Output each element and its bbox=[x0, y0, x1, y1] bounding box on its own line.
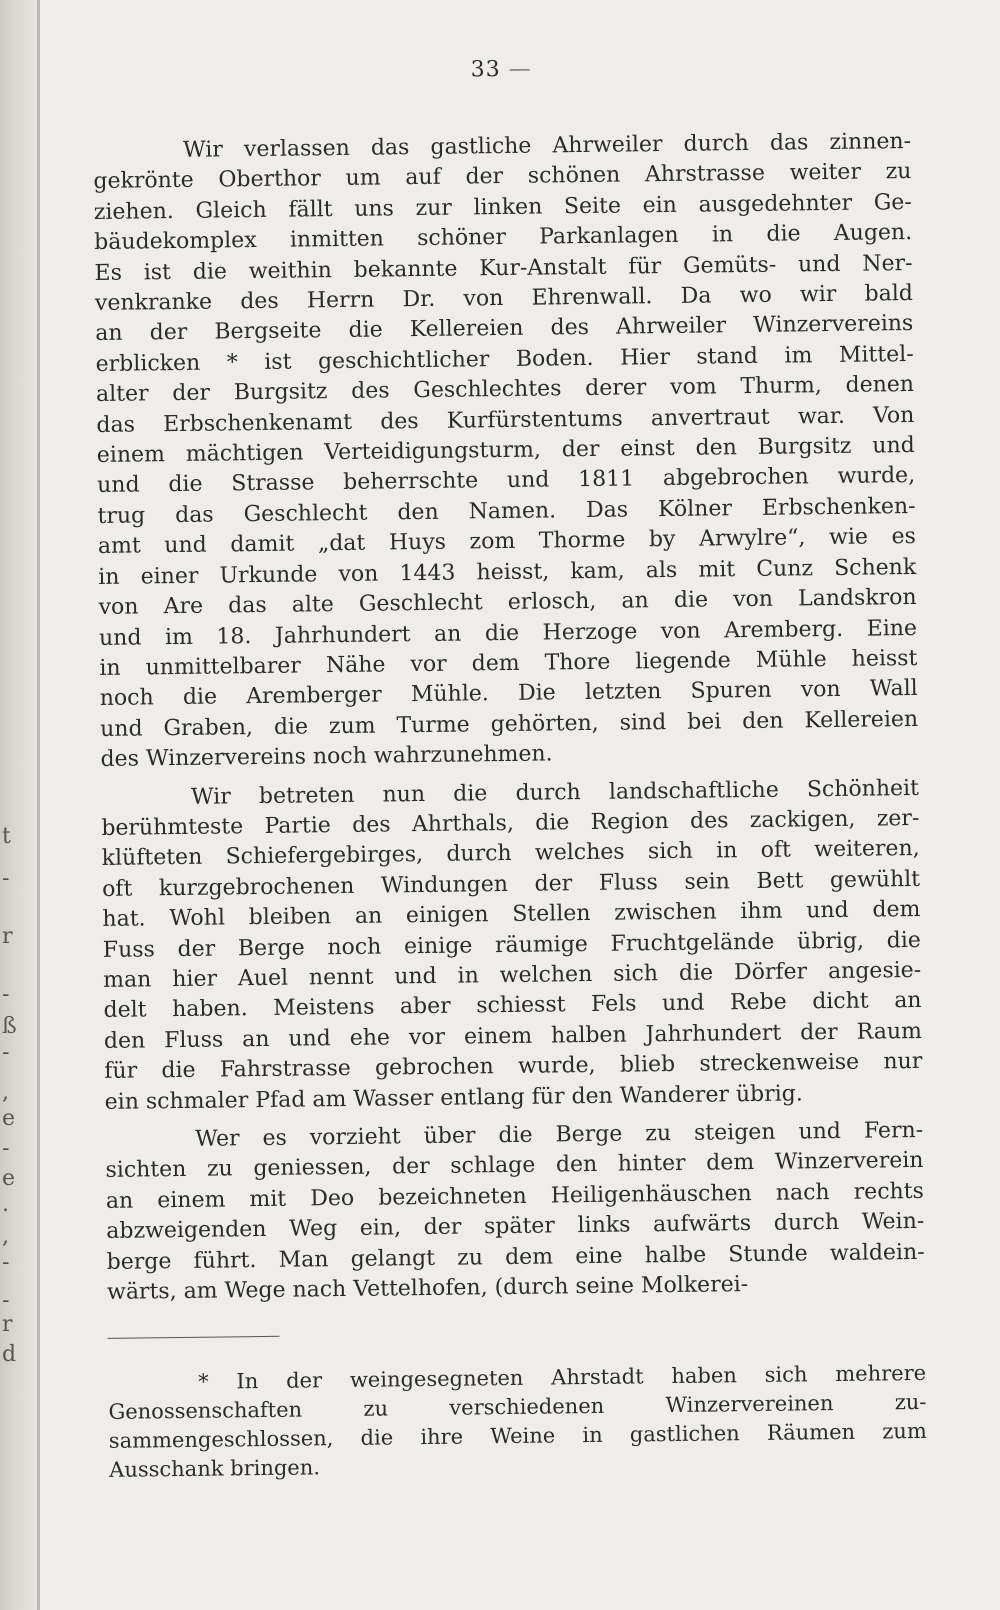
text-line: sichten zu geniessen, der schlage den hinter dem Winzerverein bbox=[105, 1148, 924, 1184]
text-line: alter der Burgsitz des Geschlechtes derer vom Thurm, denen bbox=[95, 372, 915, 408]
text-line: delt haben. Meistens aber schiesst Fels und Rebe dicht an bbox=[103, 988, 922, 1024]
body-text bbox=[93, 127, 925, 1308]
text-line: oft kurzgebrochenen Windungen der Fluss sein Bett gewühlt bbox=[101, 866, 921, 902]
text-line: berge führt. Man gelangt zu dem eine halbe Stunde waldein- bbox=[106, 1239, 925, 1275]
gutter-shadow bbox=[37, 0, 40, 1610]
gutter-edge-mark: e bbox=[2, 1106, 16, 1131]
book-gutter bbox=[0, 0, 38, 1610]
footnote-line: sammengeschlossen, die ihre Weine in gastlichen Räumen zum bbox=[108, 1419, 927, 1454]
gutter-edge-mark: - bbox=[2, 1288, 10, 1313]
gutter-edge-mark: . bbox=[2, 1192, 9, 1217]
text-line: venkranke des Herrn Dr. von Ehrenwall. Da wo wir bald bbox=[94, 281, 914, 317]
text-line: trug das Geschlecht den Namen. Das Kölner Erbschenken- bbox=[97, 493, 916, 529]
text-line: bäudekomplex inmitten schöner Parkanlagen in die Augen. bbox=[94, 220, 913, 256]
text-line: noch die Aremberger Mühle. Die letzten Spuren von Wall bbox=[99, 676, 918, 712]
footnote-line: Ausschank bringen. bbox=[109, 1455, 321, 1483]
text-line: erblicken * ist geschichtlicher Boden. Hier stand im Mittel- bbox=[95, 341, 914, 377]
text-line: ein schmaler Pfad am Wasser entlang für den Wanderer übrig. bbox=[104, 1080, 803, 1115]
gutter-edge-mark: ß bbox=[2, 1014, 17, 1039]
text-line: Es ist die weithin bekannte Kur-Anstalt für Gemüts- und Ner- bbox=[94, 250, 913, 286]
gutter-edge-mark: r bbox=[2, 1312, 13, 1337]
page-number-value: 33 bbox=[470, 57, 501, 83]
text-line: in unmittelbarer Nähe vor dem Thore liegende Mühle heisst bbox=[99, 645, 918, 681]
gutter-edge-mark: - bbox=[2, 1040, 10, 1065]
text-line: von Are das alte Geschlecht erlosch, an die von Landskron bbox=[98, 585, 917, 621]
text-line: berühmteste Partie des Ahrthals, die Region des zackigen, zer- bbox=[101, 805, 920, 841]
text-line: amt und damit „dat Huys zom Thorme by Arwylre“, wie es bbox=[97, 524, 917, 560]
footnote-rule bbox=[108, 1336, 280, 1339]
text-line: hat. Wohl bleiben an einigen Stellen zwischen ihm und dem bbox=[102, 897, 921, 933]
text-line: in einer Urkunde von 1443 heisst, kam, als mit Cunz Schenk bbox=[98, 554, 917, 590]
text-line: des Winzervereins noch wahrzunehmen. bbox=[100, 741, 553, 773]
text-line: klüfteten Schiefergebirges, durch welches sich in oft weiteren, bbox=[101, 836, 920, 872]
footnote-line: * In der weingesegneten Ahrstadt haben sich mehrere bbox=[197, 1361, 927, 1395]
text-line: das Erbschenkenamt des Kurfürstentums anvertraut war. Von bbox=[96, 402, 915, 438]
gutter-edge-mark: r bbox=[2, 924, 13, 949]
page-content bbox=[92, 52, 927, 1485]
text-line: abzweigenden Weg ein, der später links aufwärts durch Wein- bbox=[106, 1209, 925, 1245]
text-line: einem mächtigen Verteidigungsturm, der einst den Burgsitz und bbox=[96, 433, 915, 469]
gutter-edge-mark: , bbox=[2, 1224, 9, 1249]
page-number bbox=[92, 52, 910, 87]
text-line: ziehen. Gleich fällt uns zur linken Seite ein ausgedehnter Ge- bbox=[93, 189, 912, 225]
text-line: für die Fahrstrasse gebrochen wurde, blieb streckenweise nur bbox=[104, 1049, 923, 1085]
text-line: und im 18. Jahrhundert an die Herzoge von Aremberg. Eine bbox=[98, 615, 918, 651]
text-line: Wir betreten nun die durch landschaftliche Schönheit bbox=[190, 775, 920, 810]
gutter-edge-mark: d bbox=[2, 1342, 17, 1367]
text-line: Wer es vorzieht über die Berge zu steigen und Fern- bbox=[195, 1117, 924, 1152]
text-line: den Fluss an und ehe vor einem halben Jahrhundert der Raum bbox=[103, 1018, 923, 1054]
gutter-edge-mark: - bbox=[2, 982, 10, 1007]
text-line: und die Strasse beherrschte und 1811 abgebrochen wurde, bbox=[97, 463, 916, 499]
gutter-edge-mark: - bbox=[2, 866, 10, 891]
page-number-dash: — bbox=[508, 56, 532, 82]
gutter-edge-mark: e bbox=[2, 1166, 16, 1191]
text-line: an der Bergseite die Kellereien des Ahrweiler Winzervereins bbox=[95, 311, 914, 347]
gutter-edge-mark: - bbox=[2, 1136, 10, 1161]
text-line: gekrönte Oberthor um auf der schönen Ahrstrasse weiter zu bbox=[93, 159, 912, 195]
text-line: wärts, am Wege nach Vettelhofen, (durch seine Molkerei- bbox=[106, 1272, 749, 1305]
gutter-edge-mark: - bbox=[2, 1250, 10, 1275]
paragraph bbox=[93, 127, 919, 775]
gutter-edge-mark: t bbox=[2, 824, 11, 849]
text-line: Fuss der Berge noch einige räumige Fruchtgelände übrig, die bbox=[102, 927, 921, 963]
text-line: an einem mit Deo bezeichneten Heiligenhäuschen nach rechts bbox=[105, 1178, 925, 1214]
text-line: und Graben, die zum Turme gehörten, sind bei den Kellereien bbox=[99, 706, 919, 742]
footnote bbox=[108, 1359, 927, 1485]
paragraph bbox=[101, 773, 923, 1117]
footnote-line: Genossenschaften zu verschiedenen Winzervereinen zu- bbox=[108, 1390, 927, 1425]
text-line: man hier Auel nennt und in welchen sich die Dörfer angesie- bbox=[103, 957, 922, 993]
gutter-edge-mark: , bbox=[2, 1080, 9, 1105]
text-line: Wir verlassen das gastliche Ahrweiler durch das zinnen- bbox=[182, 129, 912, 163]
paragraph bbox=[105, 1116, 925, 1308]
